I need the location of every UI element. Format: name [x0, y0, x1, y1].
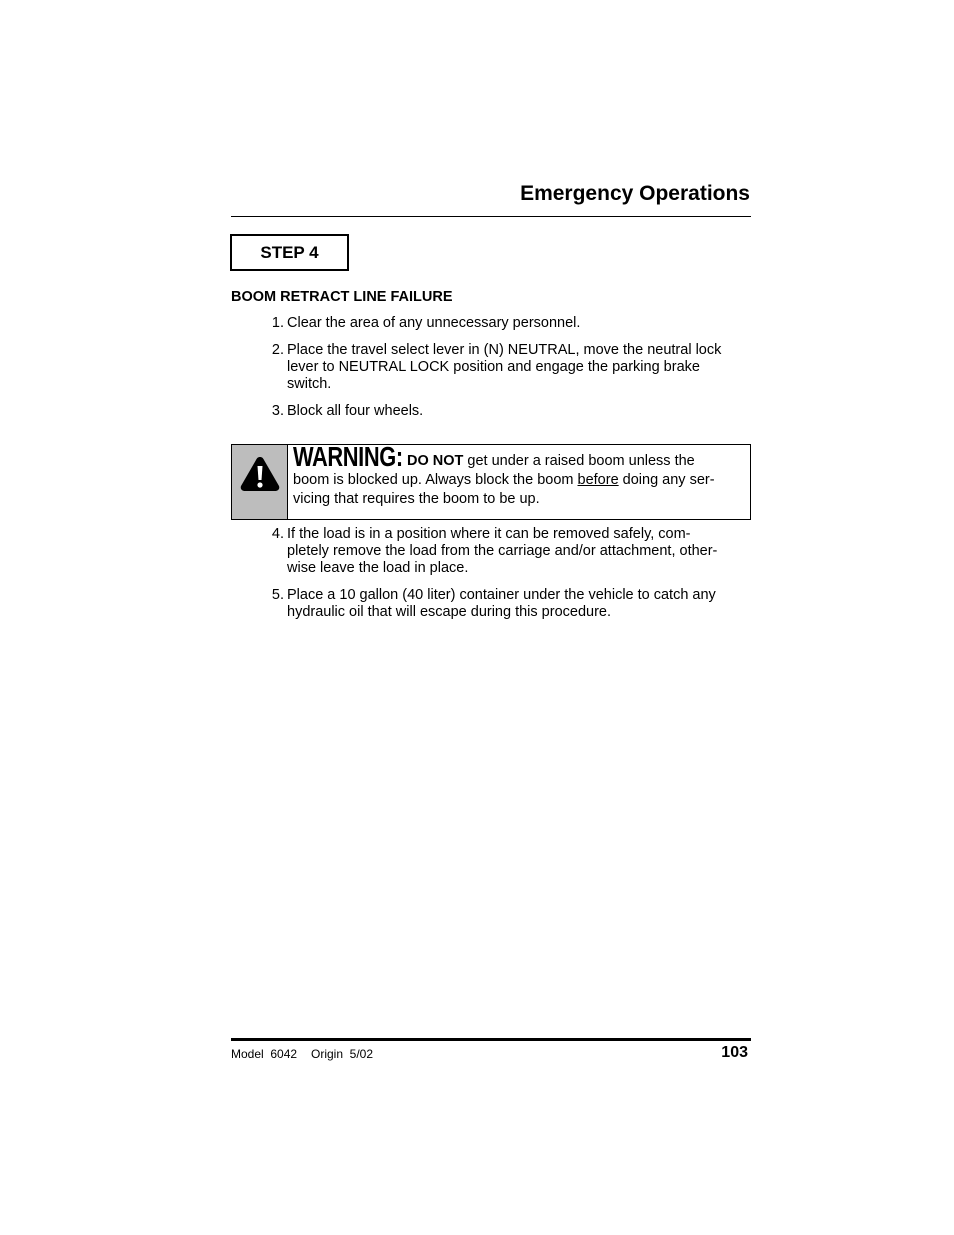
- warning-text: [293, 441, 745, 509]
- warning-box: [231, 441, 751, 520]
- list-item-number: 1.: [271, 315, 284, 331]
- list-item-text-line: switch.: [287, 376, 332, 392]
- warning-icon-cell: [232, 445, 288, 519]
- list-item-text-line: If the load is in a position where it can be removed safely, com-: [287, 526, 691, 542]
- list-item-text-line: pletely remove the load from the carriage and/or attachment, other-: [287, 543, 718, 559]
- header-divider: [231, 216, 751, 217]
- warning-text-part: vicing that requires the boom to be up.: [293, 491, 540, 507]
- list-item-number: 3.: [271, 403, 284, 419]
- list-item-text-line: Place a 10 gallon (40 liter) container under the vehicle to catch any: [287, 587, 716, 603]
- page-number: 103: [721, 1044, 748, 1061]
- list-item-text: Block all four wheels.: [287, 403, 424, 419]
- warning-text-part: doing any ser-: [618, 472, 715, 488]
- list-item: [266, 342, 752, 393]
- warning-underlined-word: before: [577, 472, 619, 488]
- warning-text-part: get under a raised boom unless the: [463, 453, 695, 469]
- footer-model: Model 6042: [231, 1047, 298, 1061]
- list-item-text-line: hydraulic oil that will escape during this procedure.: [287, 604, 612, 620]
- warning-triangle-icon: [239, 455, 281, 493]
- list-item-text-line: Place the travel select lever in (N) NEUTRAL, move the neutral lock: [287, 342, 722, 358]
- footer-origin: Origin 5/02: [311, 1047, 374, 1061]
- list-item-text-line: lever to NEUTRAL LOCK position and engage the parking brake: [287, 359, 700, 375]
- warning-text-part: boom is blocked up. Always block the boom: [293, 472, 578, 488]
- list-item: [266, 587, 752, 621]
- list-item-number: 4.: [271, 526, 284, 542]
- section-heading: BOOM RETRACT LINE FAILURE: [231, 289, 453, 305]
- list-item: [266, 526, 752, 577]
- list-item-number: 5.: [271, 587, 284, 603]
- list-item-number: 2.: [271, 342, 284, 358]
- list-item: [266, 315, 752, 332]
- warning-emphasis: DO NOT: [407, 453, 464, 469]
- footer-divider: [231, 1038, 751, 1041]
- list-item: [266, 403, 752, 420]
- step-label: STEP 4: [230, 234, 349, 271]
- list-item-text: Clear the area of any unnecessary personnel.: [287, 315, 581, 331]
- page-title: Emergency Operations: [520, 182, 750, 205]
- warning-word: WARNING:: [293, 441, 403, 472]
- list-item-text-line: wise leave the load in place.: [287, 560, 469, 576]
